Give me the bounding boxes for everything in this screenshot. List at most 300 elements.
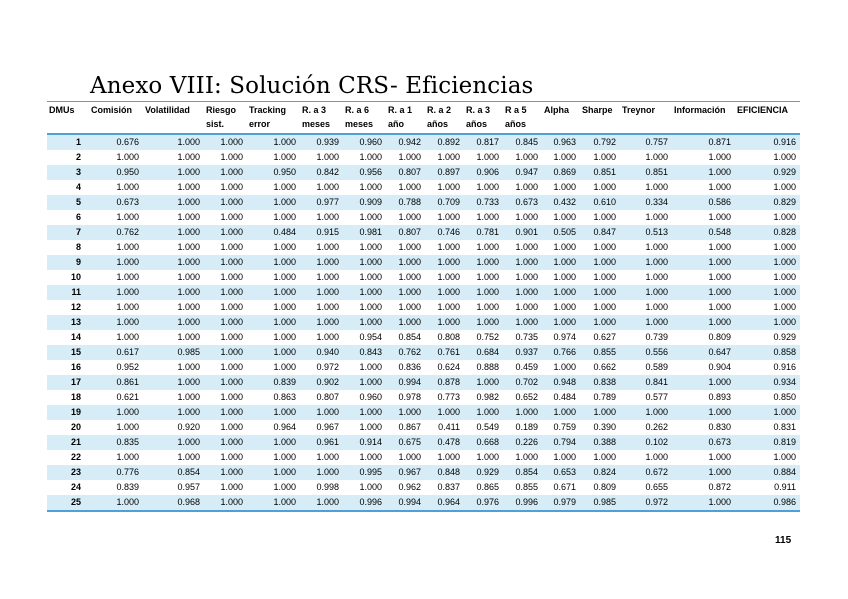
table-cell: 0.556 [620, 345, 672, 360]
table-cell: 1.000 [247, 134, 300, 150]
dmu-cell: 12 [70, 302, 81, 312]
table-cell: 1.000 [343, 375, 386, 390]
table-cell: 0.762 [386, 345, 425, 360]
table-cell: 1.000 [398, 182, 421, 192]
table-cell: 1.000 [177, 212, 200, 222]
table-cell: 1.000 [247, 435, 300, 450]
table-cell: 0.589 [645, 362, 668, 372]
table-cell: 1.000 [204, 255, 247, 270]
table-cell: 1.000 [273, 452, 296, 462]
table-cell: 0.972 [316, 362, 339, 372]
table-cell: 0.842 [300, 165, 343, 180]
table-cell: 1.000 [116, 212, 139, 222]
table-row [47, 210, 800, 225]
table-row [47, 180, 800, 195]
table-cell: 1.000 [398, 152, 421, 162]
table-cell: 1.000 [273, 362, 296, 372]
table-cell: 0.861 [89, 375, 143, 390]
table-cell: 0.577 [645, 392, 668, 402]
table-cell: 0.979 [542, 495, 580, 511]
table-cell: 0.967 [316, 422, 339, 432]
efficiency-table [47, 101, 800, 512]
table-cell: 1.000 [273, 332, 296, 342]
table-cell: 1.000 [773, 242, 796, 252]
table-cell: 0.961 [300, 435, 343, 450]
table-row [47, 480, 800, 495]
table-cell: 0.916 [735, 134, 800, 150]
table-cell: 0.977 [300, 195, 343, 210]
table-cell: 1.000 [116, 152, 139, 162]
table-cell: 0.673 [89, 195, 143, 210]
table-cell: 0.909 [343, 195, 386, 210]
table-cell: 0.652 [515, 392, 538, 402]
table-cell: 0.865 [476, 482, 499, 492]
table-cell: 0.841 [620, 375, 672, 390]
table-cell: 1.000 [247, 405, 300, 420]
table-cell: 1.000 [273, 182, 296, 192]
table-cell: 1.000 [220, 302, 243, 312]
table-row [47, 165, 800, 180]
table-cell: 0.964 [273, 422, 296, 432]
dmu-cell: 7 [47, 225, 89, 240]
table-cell: 1.000 [143, 255, 204, 270]
table-cell: 1.000 [476, 182, 499, 192]
table-cell: 0.869 [542, 165, 580, 180]
table-cell: 0.967 [386, 465, 425, 480]
table-cell: 0.838 [580, 375, 620, 390]
table-cell: 0.647 [672, 345, 735, 360]
table-cell: 1.000 [300, 255, 343, 270]
table-cell: 1.000 [735, 285, 800, 300]
table-cell: 0.976 [464, 495, 503, 511]
table-cell: 1.000 [316, 332, 339, 342]
table-cell: 0.929 [464, 465, 503, 480]
table-cell: 1.000 [316, 302, 339, 312]
table-cell: 1.000 [515, 302, 538, 312]
table-cell: 1.000 [708, 152, 731, 162]
column-header: Riesgo sist. [206, 105, 237, 129]
table-cell: 0.985 [143, 345, 204, 360]
table-cell: 0.867 [398, 422, 421, 432]
table-cell: 0.854 [398, 332, 421, 342]
table-row [47, 300, 800, 315]
table-cell: 1.000 [300, 315, 343, 330]
table-cell: 1.000 [89, 255, 143, 270]
table-cell: 1.000 [425, 285, 464, 300]
table-cell: 0.513 [620, 225, 672, 240]
table-cell: 0.388 [580, 435, 620, 450]
table-cell: 1.000 [593, 242, 616, 252]
table-cell: 1.000 [773, 452, 796, 462]
table-cell: 1.000 [220, 482, 243, 492]
table-row [47, 360, 800, 375]
table-cell: 1.000 [177, 332, 200, 342]
table-cell: 0.901 [503, 225, 542, 240]
table-cell: 1.000 [316, 182, 339, 192]
table-cell: 0.759 [553, 422, 576, 432]
table-cell: 0.739 [645, 332, 668, 342]
table-cell: 1.000 [89, 495, 143, 511]
table-cell: 0.586 [672, 195, 735, 210]
table-cell: 0.735 [515, 332, 538, 342]
column-header: DMUs [49, 105, 75, 115]
table-cell: 0.809 [708, 332, 731, 342]
table-cell: 1.000 [708, 182, 731, 192]
table-cell: 1.000 [143, 435, 204, 450]
table-cell: 0.904 [708, 362, 731, 372]
table-cell: 0.963 [542, 134, 580, 150]
table-cell: 1.000 [247, 345, 300, 360]
table-cell: 1.000 [143, 195, 204, 210]
table-cell: 0.617 [89, 345, 143, 360]
table-cell: 1.000 [425, 405, 464, 420]
table-cell: 0.964 [425, 495, 464, 511]
table-cell: 1.000 [316, 272, 339, 282]
dmu-cell: 23 [47, 465, 89, 480]
table-row [47, 134, 800, 150]
table-cell: 1.000 [300, 285, 343, 300]
table-cell: 1.000 [204, 225, 247, 240]
table-cell: 0.850 [773, 392, 796, 402]
table-cell: 0.746 [425, 225, 464, 240]
table-cell: 1.000 [620, 255, 672, 270]
table-cell: 1.000 [220, 182, 243, 192]
table-cell: 1.000 [220, 152, 243, 162]
table-cell: 1.000 [773, 212, 796, 222]
table-cell: 1.000 [542, 405, 580, 420]
table-cell: 1.000 [464, 255, 503, 270]
column-header: Sharpe [582, 105, 613, 115]
dmu-cell: 1 [47, 134, 89, 150]
table-cell: 1.000 [515, 152, 538, 162]
table-cell: 0.863 [273, 392, 296, 402]
table-cell: 1.000 [143, 225, 204, 240]
table-cell: 1.000 [359, 302, 382, 312]
table-cell: 1.000 [398, 302, 421, 312]
table-cell: 1.000 [645, 182, 668, 192]
table-cell: 0.262 [645, 422, 668, 432]
table-cell: 0.819 [735, 435, 800, 450]
table-cell: 1.000 [553, 212, 576, 222]
table-cell: 1.000 [316, 242, 339, 252]
table-body [47, 134, 800, 511]
table-cell: 1.000 [464, 375, 503, 390]
table-cell: 1.000 [343, 315, 386, 330]
table-cell: 1.000 [672, 315, 735, 330]
table-cell: 0.807 [386, 165, 425, 180]
table-cell: 0.996 [343, 495, 386, 511]
column-header: R. a 3 años [466, 105, 491, 129]
table-cell: 0.807 [386, 225, 425, 240]
table-cell: 0.627 [593, 332, 616, 342]
table-cell: 1.000 [316, 212, 339, 222]
table-cell: 1.000 [708, 452, 731, 462]
dmu-cell: 4 [75, 182, 81, 192]
table-cell: 0.962 [398, 482, 421, 492]
table-cell: 1.000 [89, 405, 143, 420]
table-cell: 0.761 [425, 345, 464, 360]
table-cell: 1.000 [204, 165, 247, 180]
table-cell: 0.733 [464, 195, 503, 210]
table-cell: 1.000 [708, 272, 731, 282]
table-cell: 1.000 [273, 302, 296, 312]
table-cell: 1.000 [515, 182, 538, 192]
table-cell: 1.000 [300, 405, 343, 420]
table-cell: 1.000 [476, 152, 499, 162]
table-cell: 1.000 [542, 255, 580, 270]
page-title: Anexo VIII: Solución CRS- Eficiencias [90, 73, 534, 99]
table-cell: 1.000 [343, 405, 386, 420]
table-cell: 0.624 [437, 362, 460, 372]
table-cell: 1.000 [273, 272, 296, 282]
table-cell: 0.985 [580, 495, 620, 511]
table-cell: 0.334 [620, 195, 672, 210]
table-cell: 1.000 [773, 272, 796, 282]
table-cell: 1.000 [735, 405, 800, 420]
table-cell: 1.000 [177, 272, 200, 282]
table-cell: 0.893 [708, 392, 731, 402]
table-cell: 1.000 [204, 495, 247, 511]
table-cell: 0.920 [177, 422, 200, 432]
table-cell: 1.000 [247, 285, 300, 300]
table-cell: 1.000 [503, 405, 542, 420]
table-cell: 1.000 [143, 405, 204, 420]
table-cell: 1.000 [553, 362, 576, 372]
table-cell: 0.851 [620, 165, 672, 180]
dmu-cell: 16 [70, 362, 81, 372]
table-cell: 0.808 [437, 332, 460, 342]
table-cell: 1.000 [672, 255, 735, 270]
table-cell: 1.000 [177, 392, 200, 402]
dmu-cell: 25 [47, 495, 89, 511]
table-cell: 1.000 [553, 152, 576, 162]
table-cell: 0.906 [464, 165, 503, 180]
table-cell: 1.000 [580, 315, 620, 330]
table-cell: 1.000 [645, 302, 668, 312]
table-cell: 1.000 [247, 315, 300, 330]
table-cell: 1.000 [359, 272, 382, 282]
table-row [47, 390, 800, 405]
table-cell: 0.911 [774, 482, 796, 492]
table-cell: 1.000 [515, 212, 538, 222]
table-cell: 0.986 [735, 495, 800, 511]
dmu-cell: 18 [70, 392, 81, 402]
table-cell: 1.000 [116, 242, 139, 252]
table-cell: 1.000 [425, 315, 464, 330]
column-header: Alpha [544, 105, 570, 115]
table-cell: 0.684 [464, 345, 503, 360]
table-cell: 1.000 [359, 452, 382, 462]
table-row [47, 405, 800, 420]
table-row [47, 495, 800, 511]
table-cell: 1.000 [204, 285, 247, 300]
table-cell: 0.752 [476, 332, 499, 342]
table-cell: 1.000 [177, 182, 200, 192]
table-cell: 1.000 [398, 272, 421, 282]
table-cell: 0.411 [438, 422, 460, 432]
table-cell: 0.884 [735, 465, 800, 480]
table-cell: 0.878 [425, 375, 464, 390]
table-cell: 0.957 [177, 482, 200, 492]
table-cell: 1.000 [220, 272, 243, 282]
table-cell: 0.888 [476, 362, 499, 372]
table-cell: 0.848 [425, 465, 464, 480]
table-cell: 0.776 [89, 465, 143, 480]
table-cell: 0.954 [359, 332, 382, 342]
table-row [47, 435, 800, 450]
table-cell: 1.000 [343, 255, 386, 270]
table-cell: 0.792 [580, 134, 620, 150]
table-row [47, 225, 800, 240]
table-cell: 0.459 [515, 362, 538, 372]
table-cell: 0.549 [476, 422, 499, 432]
table-cell: 1.000 [437, 242, 460, 252]
table-cell: 0.968 [143, 495, 204, 511]
table-cell: 1.000 [476, 272, 499, 282]
table-cell: 0.828 [735, 225, 800, 240]
table-cell: 1.000 [672, 495, 735, 511]
table-cell: 0.948 [542, 375, 580, 390]
table-cell: 1.000 [593, 212, 616, 222]
table-cell: 1.000 [116, 302, 139, 312]
table-cell: 1.000 [204, 375, 247, 390]
table-cell: 1.000 [593, 272, 616, 282]
table-cell: 0.851 [580, 165, 620, 180]
efficiency-table-container [47, 101, 800, 512]
table-cell: 0.871 [672, 134, 735, 150]
table-cell: 1.000 [359, 212, 382, 222]
table-cell: 1.000 [386, 285, 425, 300]
table-cell: 1.000 [672, 405, 735, 420]
table-cell: 0.981 [343, 225, 386, 240]
table-cell: 0.960 [343, 134, 386, 150]
table-cell: 1.000 [116, 452, 139, 462]
table-cell: 0.847 [580, 225, 620, 240]
column-header: Comisión [91, 105, 133, 115]
table-cell: 0.942 [386, 134, 425, 150]
table-cell: 1.000 [593, 302, 616, 312]
table-cell: 1.000 [464, 285, 503, 300]
table-cell: 1.000 [645, 242, 668, 252]
table-cell: 1.000 [580, 405, 620, 420]
table-cell: 0.829 [735, 195, 800, 210]
table-cell: 1.000 [204, 405, 247, 420]
table-cell: 1.000 [476, 452, 499, 462]
table-cell: 1.000 [672, 465, 735, 480]
table-cell: 0.794 [542, 435, 580, 450]
table-cell: 0.872 [708, 482, 731, 492]
table-cell: 0.610 [580, 195, 620, 210]
dmu-cell: 9 [47, 255, 89, 270]
table-cell: 1.000 [359, 482, 382, 492]
table-cell: 0.757 [620, 134, 672, 150]
table-cell: 0.766 [542, 345, 580, 360]
table-cell: 0.972 [620, 495, 672, 511]
table-cell: 1.000 [359, 362, 382, 372]
table-cell: 0.916 [773, 362, 796, 372]
table-row [47, 375, 800, 390]
table-cell: 1.000 [247, 495, 300, 511]
column-header: R. a 6 meses [345, 105, 374, 129]
table-cell: 1.000 [464, 405, 503, 420]
table-cell: 0.902 [300, 375, 343, 390]
table-cell: 1.000 [773, 182, 796, 192]
table-cell: 0.709 [425, 195, 464, 210]
table-cell: 0.432 [542, 195, 580, 210]
table-cell: 1.000 [143, 134, 204, 150]
table-cell: 0.950 [247, 165, 300, 180]
table-cell: 0.994 [386, 375, 425, 390]
table-cell: 1.000 [220, 392, 243, 402]
table-cell: 1.000 [273, 212, 296, 222]
table-cell: 1.000 [273, 242, 296, 252]
table-cell: 0.675 [386, 435, 425, 450]
table-cell: 1.000 [273, 482, 296, 492]
table-cell: 1.000 [645, 212, 668, 222]
table-cell: 1.000 [645, 272, 668, 282]
table-cell: 1.000 [204, 315, 247, 330]
table-cell: 0.668 [464, 435, 503, 450]
table-cell: 0.837 [437, 482, 460, 492]
table-cell: 1.000 [300, 495, 343, 511]
table-cell: 1.000 [247, 465, 300, 480]
page-number: 115 [775, 535, 792, 546]
column-header: Treynor [622, 105, 656, 115]
table-cell: 0.226 [503, 435, 542, 450]
table-cell: 1.000 [620, 405, 672, 420]
table-row [47, 465, 800, 480]
header-row [47, 102, 800, 135]
table-row [47, 255, 800, 270]
table-cell: 1.000 [553, 272, 576, 282]
dmu-cell: 11 [47, 285, 89, 300]
table-cell: 0.789 [593, 392, 616, 402]
table-cell: 0.505 [542, 225, 580, 240]
table-cell: 0.998 [316, 482, 339, 492]
table-cell: 0.781 [464, 225, 503, 240]
table-cell: 1.000 [773, 152, 796, 162]
table-cell: 1.000 [143, 375, 204, 390]
table-cell: 1.000 [735, 315, 800, 330]
table-cell: 0.855 [515, 482, 538, 492]
table-cell: 0.956 [343, 165, 386, 180]
table-cell: 0.824 [580, 465, 620, 480]
table-cell: 1.000 [515, 452, 538, 462]
table-cell: 0.996 [503, 495, 542, 511]
table-cell: 1.000 [593, 452, 616, 462]
table-cell: 0.548 [672, 225, 735, 240]
dmu-cell: 19 [47, 405, 89, 420]
table-cell: 1.000 [247, 195, 300, 210]
table-cell: 0.858 [735, 345, 800, 360]
table-cell: 1.000 [204, 195, 247, 210]
table-cell: 0.807 [316, 392, 339, 402]
table-row [47, 240, 800, 255]
dmu-cell: 10 [70, 272, 81, 282]
table-cell: 1.000 [645, 152, 668, 162]
table-cell: 1.000 [645, 452, 668, 462]
table-cell: 1.000 [177, 302, 200, 312]
table-cell: 0.662 [593, 362, 616, 372]
table-row [47, 330, 800, 345]
table-cell: 0.854 [503, 465, 542, 480]
table-cell: 0.995 [343, 465, 386, 480]
table-cell: 1.000 [593, 152, 616, 162]
column-header: Tracking error [249, 105, 287, 129]
table-cell: 1.000 [204, 465, 247, 480]
table-cell: 0.914 [343, 435, 386, 450]
table-cell: 0.671 [553, 482, 576, 492]
